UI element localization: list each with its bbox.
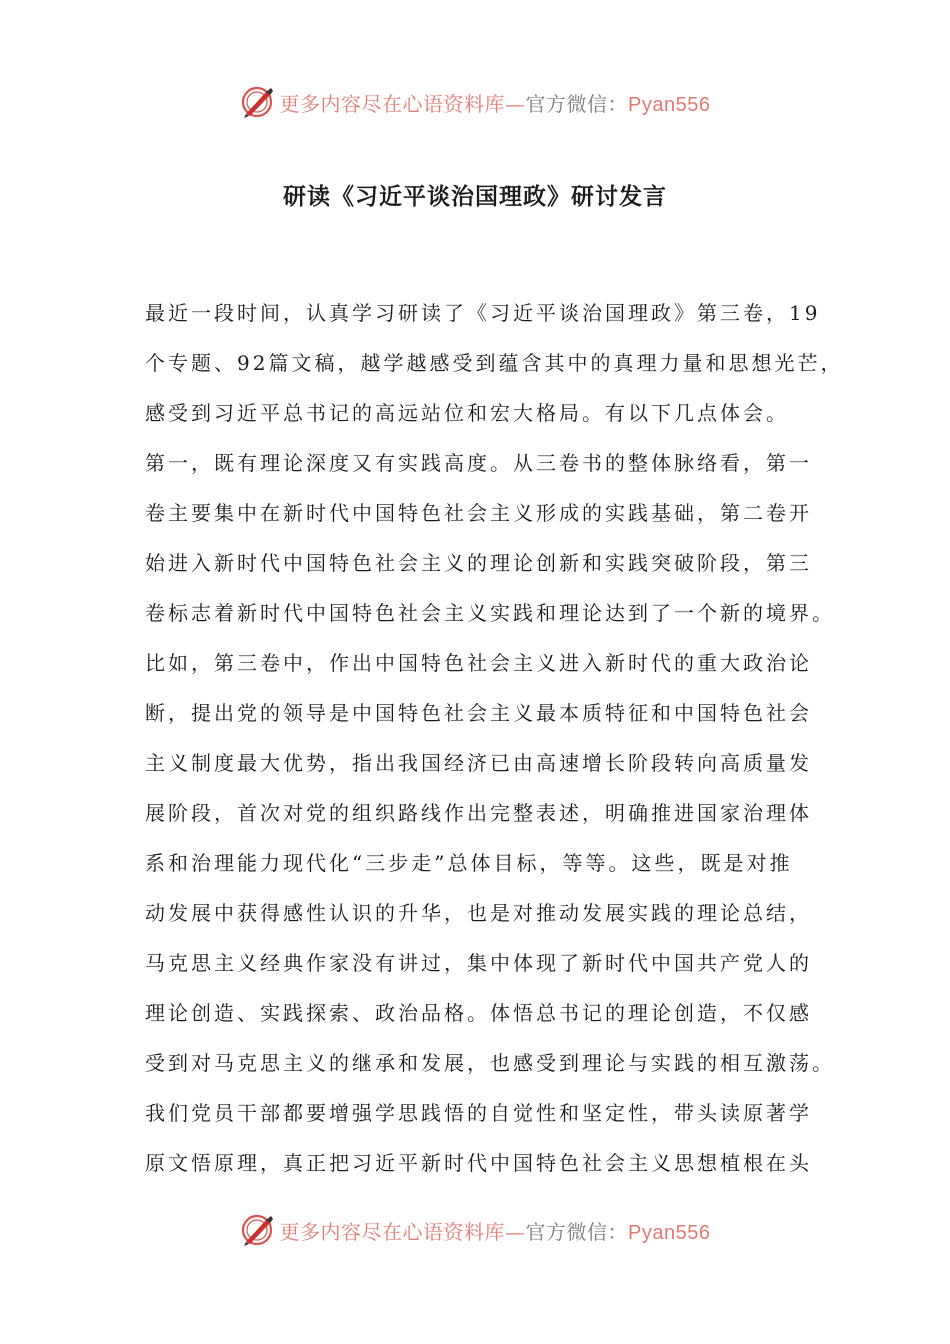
body-line: 理论创造、实践探索、政治品格。体悟总书记的理论创造，不仅感 [145,1001,812,1025]
body-line: 第一，既有理论深度又有实践高度。从三卷书的整体脉络看，第一 [145,451,812,475]
body-line: 始进入新时代中国特色社会主义的理论创新和实践突破阶段，第三 [145,551,812,575]
document-title: 研读《习近平谈治国理政》研讨发言 [283,184,667,210]
body-line: 动发展中获得感性认识的升华，也是对推动发展实践的理论总结， [145,901,812,925]
body-line: 卷标志着新时代中国特色社会主义实践和理论达到了一个新的境界。 [145,601,835,625]
banner-wechat-label: 官方微信： [525,91,629,116]
body-line: 断，提出党的领导是中国特色社会主义最本质特征和中国特色社会 [145,701,812,725]
body-line: 系和治理能力现代化“三步走”总体目标，等等。这些，既是对推 [145,851,793,875]
body-line: 个专题、92篇文稿，越学越感受到蕴含其中的真理力量和思想光芒， [145,351,844,375]
banner-wechat-id: Pyan556 [628,93,711,116]
body-line: 卷主要集中在新时代中国特色社会主义形成的实践基础，第二卷开 [145,501,812,525]
body-line: 感受到习近平总书记的高远站位和宏大格局。有以下几点体会。 [145,401,789,425]
document-body [145,288,844,1188]
footer-banner [0,1210,950,1250]
banner-dash: — [505,91,526,116]
banner-slogan: 更多内容尽在心语资料库 [279,1219,506,1244]
body-line: 我们党员干部都要增强学思践悟的自觉性和坚定性，带头读原著学 [145,1101,812,1125]
banner-slogan: 更多内容尽在心语资料库 [279,91,506,116]
body-line: 最近一段时间，认真学习研读了《习近平谈治国理政》第三卷，19 [145,301,821,325]
header-banner [0,82,950,122]
body-line: 受到对马克思主义的继承和发展，也感受到理论与实践的相互激荡。 [145,1051,835,1075]
body-line: 马克思主义经典作家没有讲过，集中体现了新时代中国共产党人的 [145,951,812,975]
pen-logo-icon [240,1212,276,1248]
banner-wechat-id: Pyan556 [628,1221,711,1244]
body-line: 主义制度最大优势，指出我国经济已由高速增长阶段转向高质量发 [145,751,812,775]
body-line: 比如，第三卷中，作出中国特色社会主义进入新时代的重大政治论 [145,651,812,675]
banner-wechat-label: 官方微信： [525,1219,629,1244]
banner-dash: — [505,1219,526,1244]
body-line: 原文悟原理，真正把习近平新时代中国特色社会主义思想植根在头 [145,1151,812,1175]
banner-text [280,88,711,117]
banner-text [280,1216,711,1245]
body-line: 展阶段，首次对党的组织路线作出完整表述，明确推进国家治理体 [145,801,812,825]
pen-logo-icon [240,84,276,120]
